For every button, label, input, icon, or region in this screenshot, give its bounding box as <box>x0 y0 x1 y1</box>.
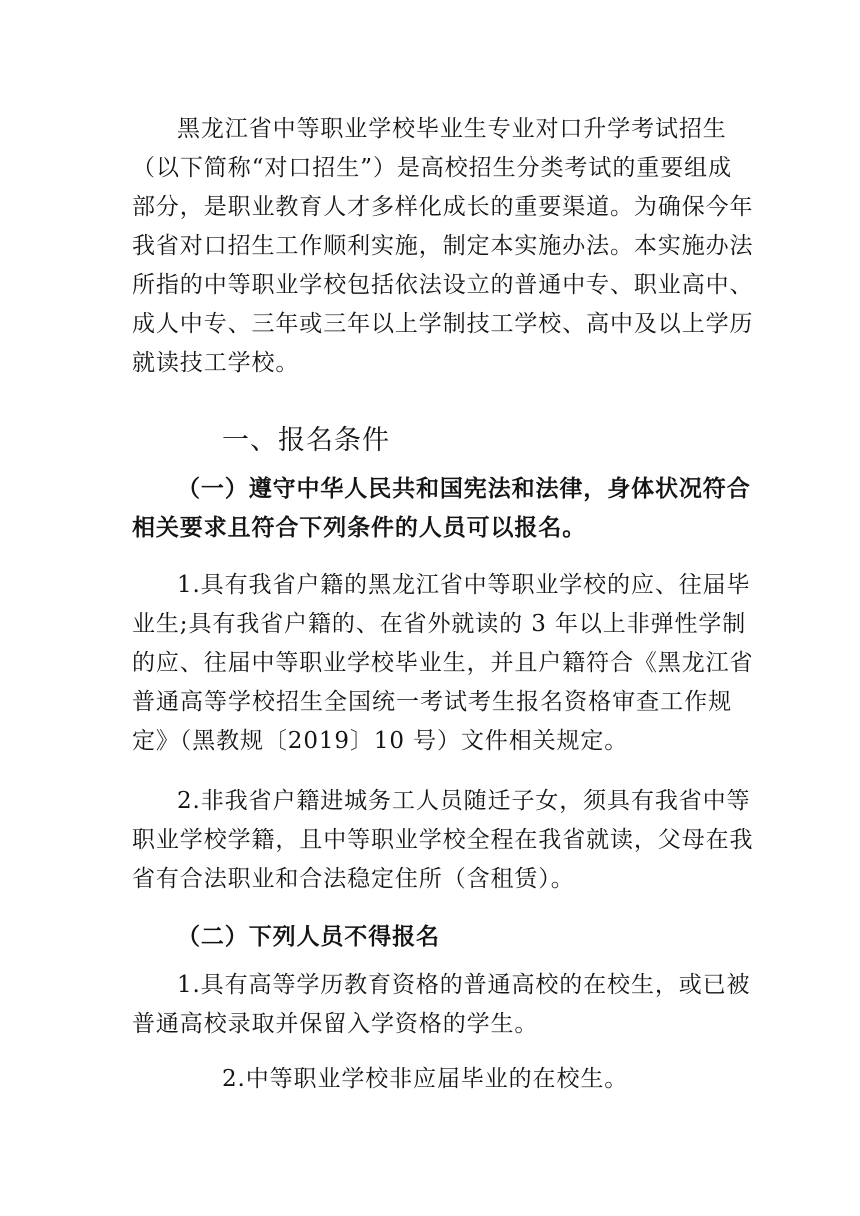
intro-line-7: 就读技工学校。 <box>132 350 300 376</box>
subsection-2-item-1-line-2: 普通高校录取并保留入学资格的学生。 <box>132 1011 539 1037</box>
item-1-line-4: 普通高等学校招生全国统一考试考生报名资格审查工作规 <box>132 689 732 715</box>
intro-line-2: （以下简称“对口招生”）是高校招生分类考试的重要组成 <box>132 155 732 181</box>
item-2-line-3: 省有合法职业和合法稳定住所（含租赁）。 <box>132 866 575 892</box>
subsection-1-line-1: （一）遵守中华人民共和国宪法和法律，身体状况符合 <box>177 476 751 502</box>
item-2-line-2: 职业学校学籍，且中等职业学校全程在我省就读，父母在我 <box>132 827 754 853</box>
intro-line-1: 黑龙江省中等职业学校毕业生专业对口升学考试招生 <box>177 116 727 142</box>
subsection-2-title: （二）下列人员不得报名 <box>177 924 440 950</box>
item-2-line-1: 2.非我省户籍进城务工人员随迁子女，须具有我省中等 <box>177 788 751 814</box>
intro-line-4: 我省对口招生工作顺利实施，制定本实施办法。本实施办法 <box>132 233 754 259</box>
subsection-2-item-1-line-1: 1.具有高等学历教育资格的普通高校的在校生，或已被 <box>177 972 751 998</box>
intro-line-3: 部分，是职业教育人才多样化成长的重要渠道。为确保今年 <box>132 194 754 220</box>
item-1-line-1: 1.具有我省户籍的黑龙江省中等职业学校的应、往届毕 <box>177 572 751 598</box>
item-1-line-2: 业生;具有我省户籍的、在省外就读的 3 年以上非弹性学制 <box>132 611 747 637</box>
item-1-line-3: 的应、往届中等职业学校毕业生，并且户籍符合《黑龙江省 <box>132 650 754 676</box>
intro-line-6: 成人中专、三年或三年以上学制技工学校、高中及以上学历 <box>132 311 754 337</box>
subsection-2-item-2: 2.中等职业学校非应届毕业的在校生。 <box>222 1066 629 1092</box>
item-1-line-5: 定》（黑教规〔2019〕10 号）文件相关规定。 <box>132 728 629 754</box>
intro-line-5: 所指的中等职业学校包括依法设立的普通中专、职业高中、 <box>132 272 754 298</box>
section-heading-registration: 一、报名条件 <box>222 425 390 456</box>
subsection-1-line-2: 相关要求且符合下列条件的人员可以报名。 <box>132 515 587 541</box>
